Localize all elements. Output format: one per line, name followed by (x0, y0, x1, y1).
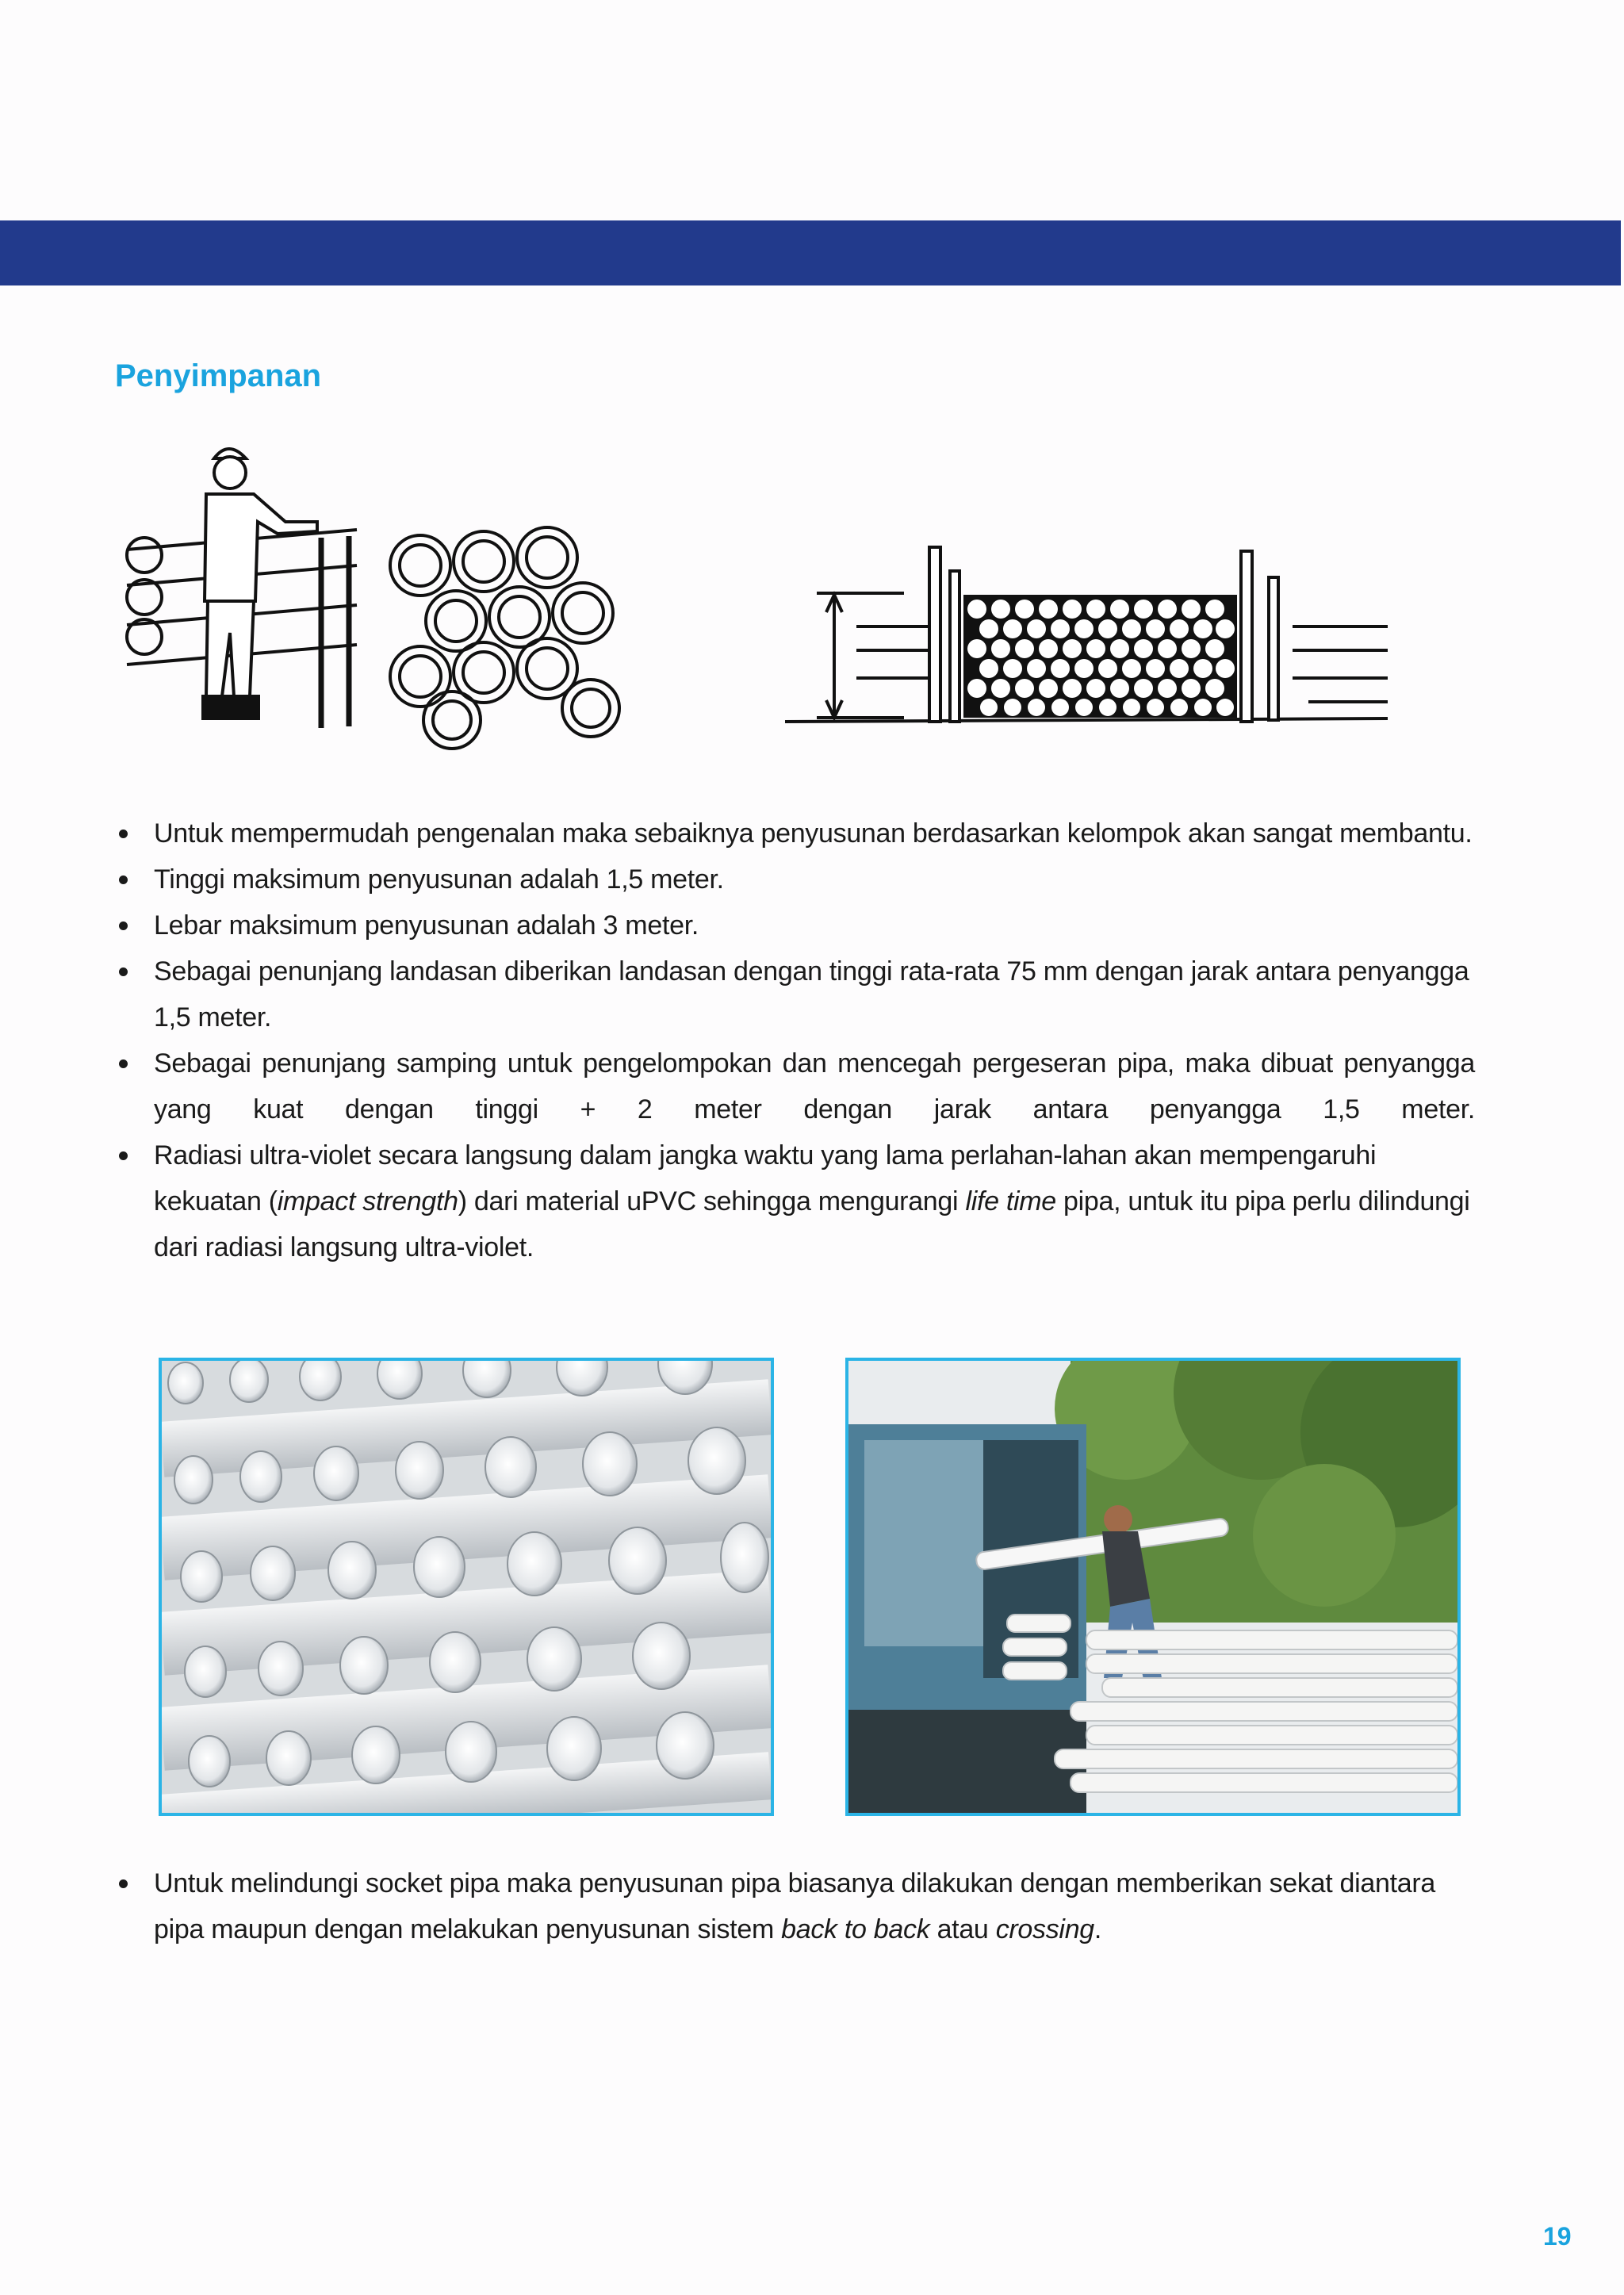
unloading-pipes-image (848, 1361, 1457, 1813)
list-item (111, 1860, 1475, 1952)
list-item: Sebagai penunjang samping untuk pengelompokan dan mencegah pergeseran pipa, maka dibuat penyangga yang kuat dengan tinggi + 2 meter dengan jarak antara penyangga 1,5 meter. (111, 1040, 1475, 1132)
stacked-pipes-photo (159, 1358, 774, 1816)
list-item (111, 1132, 1475, 1270)
socket-protection-list (111, 1860, 1475, 1952)
item-text: ) dari material uPVC sehingga mengurangi (458, 1186, 966, 1216)
pipe-rack-cross-section-illustration (785, 539, 1388, 738)
page-number: 19 (1543, 2222, 1572, 2251)
item-text: . (1094, 1914, 1102, 1944)
item-text: Radiasi ultra-violet secara langsung dalam jangka waktu yang lama perlahan-lahan akan mempengaruhi kekuatan ( (154, 1140, 1377, 1216)
list-item: Sebagai penunjang landasan diberikan landasan dengan tinggi rata-rata 75 mm dengan jarak antara penyangga 1,5 meter. (111, 948, 1475, 1040)
item-emphasis: back to back (781, 1914, 930, 1944)
list-item: Tinggi maksimum penyusunan adalah 1,5 meter. (111, 856, 1475, 902)
header-band (0, 220, 1621, 285)
item-emphasis: crossing (995, 1914, 1094, 1944)
stacked-pipes-image (162, 1361, 771, 1813)
section-title: Penyimpanan (115, 358, 322, 393)
unloading-pipes-photo (845, 1358, 1461, 1816)
item-text: Untuk melindungi socket pipa maka penyusunan pipa biasanya dilakukan dengan memberikan sekat diantara pipa maupun dengan melakukan penyusunan sistem (154, 1868, 1435, 1944)
list-item: Untuk mempermudah pengenalan maka sebaiknya penyusunan berdasarkan kelompok akan sangat membantu. (111, 810, 1475, 856)
storage-guidelines-list (111, 810, 1475, 1270)
item-text: pipa, untuk itu pipa perlu dilindungi dari radiasi langsung ultra-violet. (154, 1186, 1470, 1262)
item-emphasis: life time (965, 1186, 1056, 1216)
item-emphasis: impact strength (277, 1186, 458, 1216)
pipe-stack-worker-illustration (119, 435, 642, 752)
list-item: Lebar maksimum penyusunan adalah 3 meter. (111, 902, 1475, 948)
item-text: atau (929, 1914, 996, 1944)
